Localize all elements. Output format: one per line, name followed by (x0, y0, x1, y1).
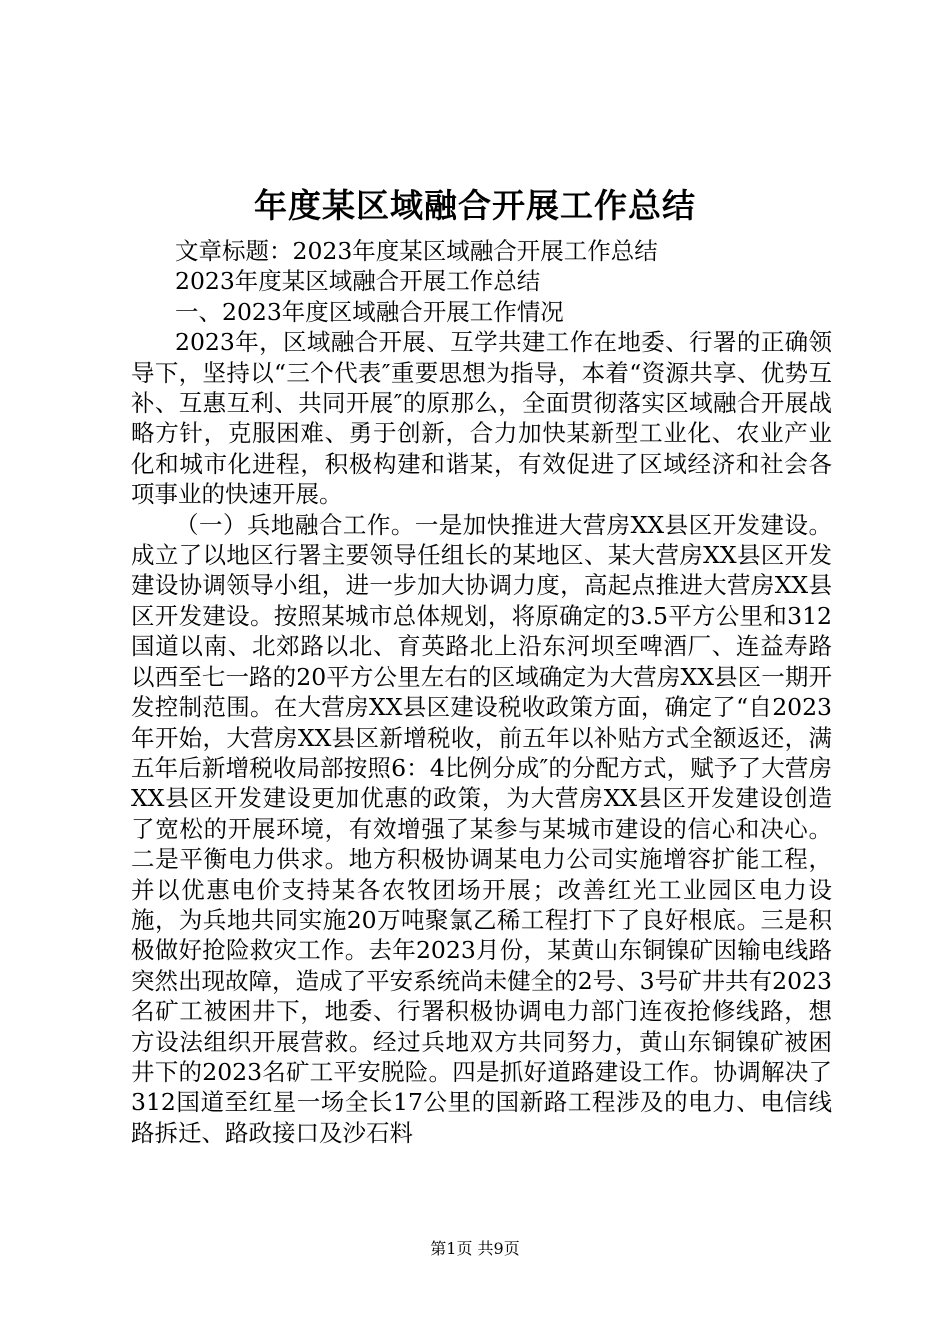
article-title-line: 文章标题：2023年度某区域融合开展工作总结 (175, 237, 658, 265)
section-heading: 一、2023年度区域融合开展工作情况 (175, 297, 564, 326)
paragraph-intro: 2023年，区域融合开展、互学共建工作在地委、行署的正确领导下，坚持以“三个代表″重要思想为指导，本着“资源共享、优势互补、互惠互利、共同开展″的原那么，全面贯彻落实区域融合开展战略方针，克服困难、勇于创新，合力加快某新型工业化、农业产业化和城市化进程，积极构建和谐某，有效促进了区域经济和社会各项事业的快速开展。 (131, 328, 832, 509)
paragraph-section-one: （一）兵地融合工作。一是加快推进大营房XX县区开发建设。成立了以地区行署主要领导任组长的某地区、某大营房XX县区开发建设协调领导小组，进一步加大协调力度，高起点推进大营房XX县区开发建设。按照某城市总体规划，将原确定的3.5平方公里和312国道以南、北郊路以北、育英路北上沿东河坝至啤酒厂、连益寿路以西至七一路的20平方公里左右的区域确定为大营房XX县区一期开发控制范围。在大营房XX县区建设税收政策方面，确定了“自2023年开始，大营房XX县区新增税收，前五年以补贴方式全额返还，满五年后新增税收局部按照6：4比例分成″的分配方式，赋予了大营房XX县区开发建设更加优惠的政策，为大营房XX县区开发建设创造了宽松的开展环境，有效增强了某参与某城市建设的信心和决心。二是平衡电力供求。地方积极协调某电力公司实施增容扩能工程，并以优惠电价支持某各农牧团场开展；改善红光工业园区电力设施，为兵地共同实施20万吨聚氯乙稀工程打下了良好根底。三是积极做好抢险救灾工作。去年2023月份，某黄山东铜镍矿因输电线路突然出现故障，造成了平安系统尚未健全的2号、3号矿井共有2023名矿工被困井下，地委、行署积极协调电力部门连夜抢修线路，想方设法组织开展营救。经过兵地双方共同努力，黄山东铜镍矿被困井下的2023名矿工平安脱险。四是抓好道路建设工作。协调解决了312国道至红星一场全长17公里的国新路工程涉及的电力、电信线路拆迁、路政接口及沙石料 (131, 510, 832, 1147)
page-footer: 第1页 共9页 (430, 1239, 520, 1258)
document-body (131, 236, 832, 1148)
document-title: 年度某区域融合开展工作总结 (254, 186, 696, 225)
subtitle-line: 2023年度某区域融合开展工作总结 (175, 267, 541, 296)
